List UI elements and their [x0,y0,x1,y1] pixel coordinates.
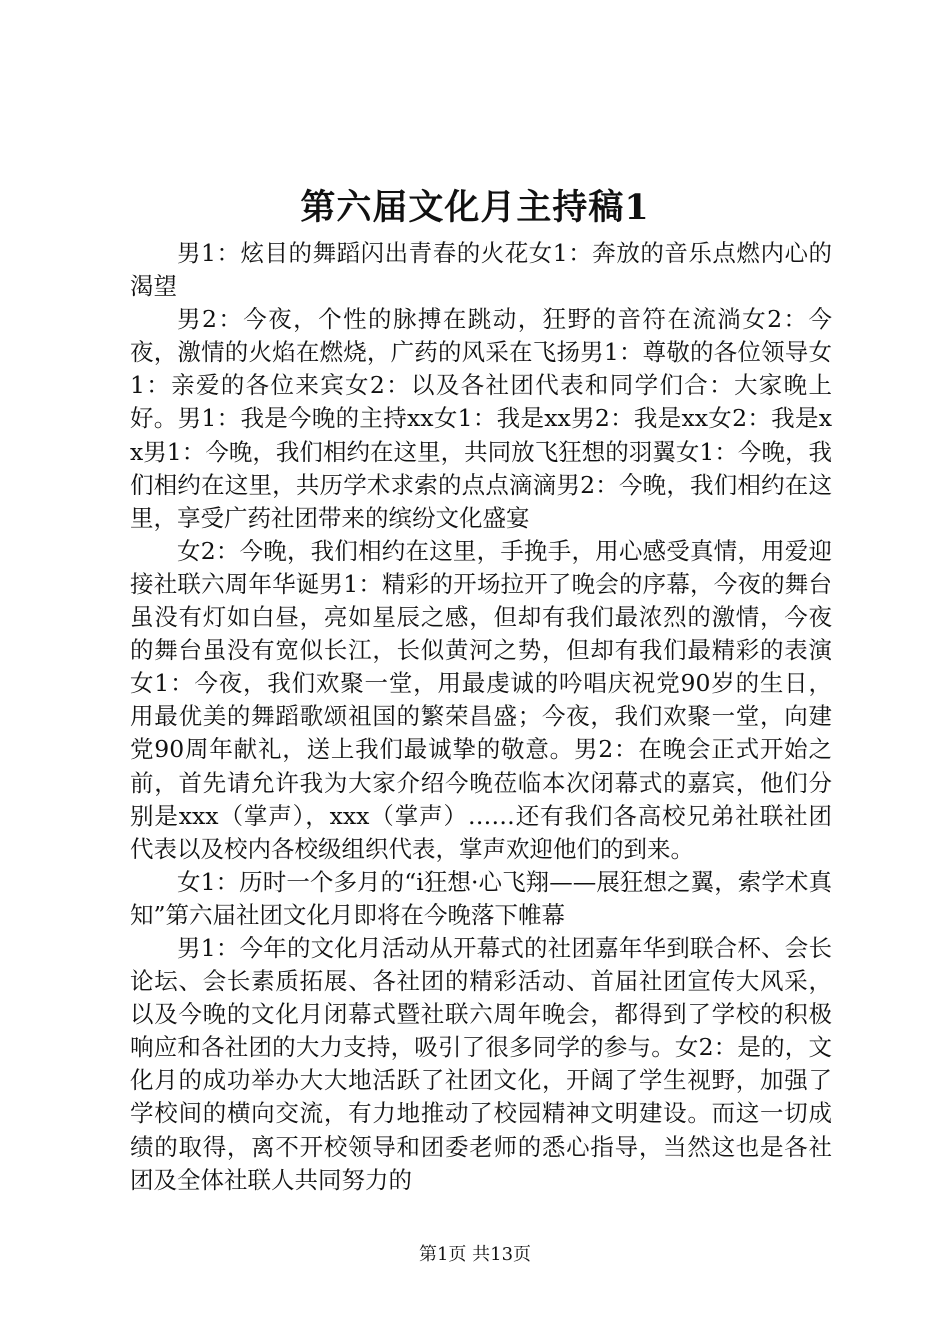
paragraph: 女2：今晚，我们相约在这里，手挽手，用心感受真情，用爱迎接社联六周年华诞男1：精彩的开场拉开了晚会的序幕，今夜的舞台虽没有灯如白昼，亮如星辰之感，但却有我们最浓烈的激情，今夜的舞台虽没有宽似长江，长似黄河之势，但却有我们最精彩的表演女1：今夜，我们欢聚一堂，用最虔诚的吟唱庆祝党90岁的生日，用最优美的舞蹈歌颂祖国的繁荣昌盛；今夜，我们欢聚一堂，向建党90周年献礼，送上我们最诚挚的敬意。男2：在晚会正式开始之前，首先请允许我为大家介绍今晚莅临本次闭幕式的嘉宾，他们分别是xxx（掌声），xxx（掌声）……还有我们各高校兄弟社联社团代表以及校内各校级组织代表，掌声欢迎他们的到来。 [130,536,832,863]
document-title: 第六届文化月主持稿1 [300,187,650,228]
paragraph: 女1：历时一个多月的“i狂想·心飞翔——展狂想之翼，索学术真知”第六届社团文化月即将在今晚落下帷幕 [130,867,832,929]
paragraph: 男1：炫目的舞蹈闪出青春的火花女1：奔放的音乐点燃内心的渴望 [130,239,832,301]
paragraph: 男1：今年的文化月活动从开幕式的社团嘉年华到联合杯、会长论坛、会长素质拓展、各社团的精彩活动、首届社团宣传大风采，以及今晚的文化月闭幕式暨社联六周年晚会，都得到了学校的积极响应和各社团的大力支持，吸引了很多同学的参与。女2：是的，文化月的成功举办大大地活跃了社团文化，开阔了学生视野，加强了学校间的横向交流，有力地推动了校园精神文明建设。而这一切成绩的取得，离不开校领导和团委老师的悉心指导，当然这也是各社团及全体社联人共同努力的 [130,933,832,1194]
paragraph: 男2：今夜，个性的脉搏在跳动，狂野的音符在流淌女2：今夜，激情的火焰在燃烧，广药的风采在飞扬男1：尊敬的各位领导女1：亲爱的各位来宾女2：以及各社团代表和同学们合：大家晚上好。男1：我是今晚的主持xx女1：我是xx男2：我是xx女2：我是xx男1：今晚，我们相约在这里，共同放飞狂想的羽翼女1：今晚，我们相约在这里，共历学术求索的点点滴滴男2：今晚，我们相约在这里，享受广药社团带来的缤纷文化盛宴 [130,305,832,532]
document-body [130,237,832,1197]
page-footer: 第1页 共13页 [418,1244,532,1265]
